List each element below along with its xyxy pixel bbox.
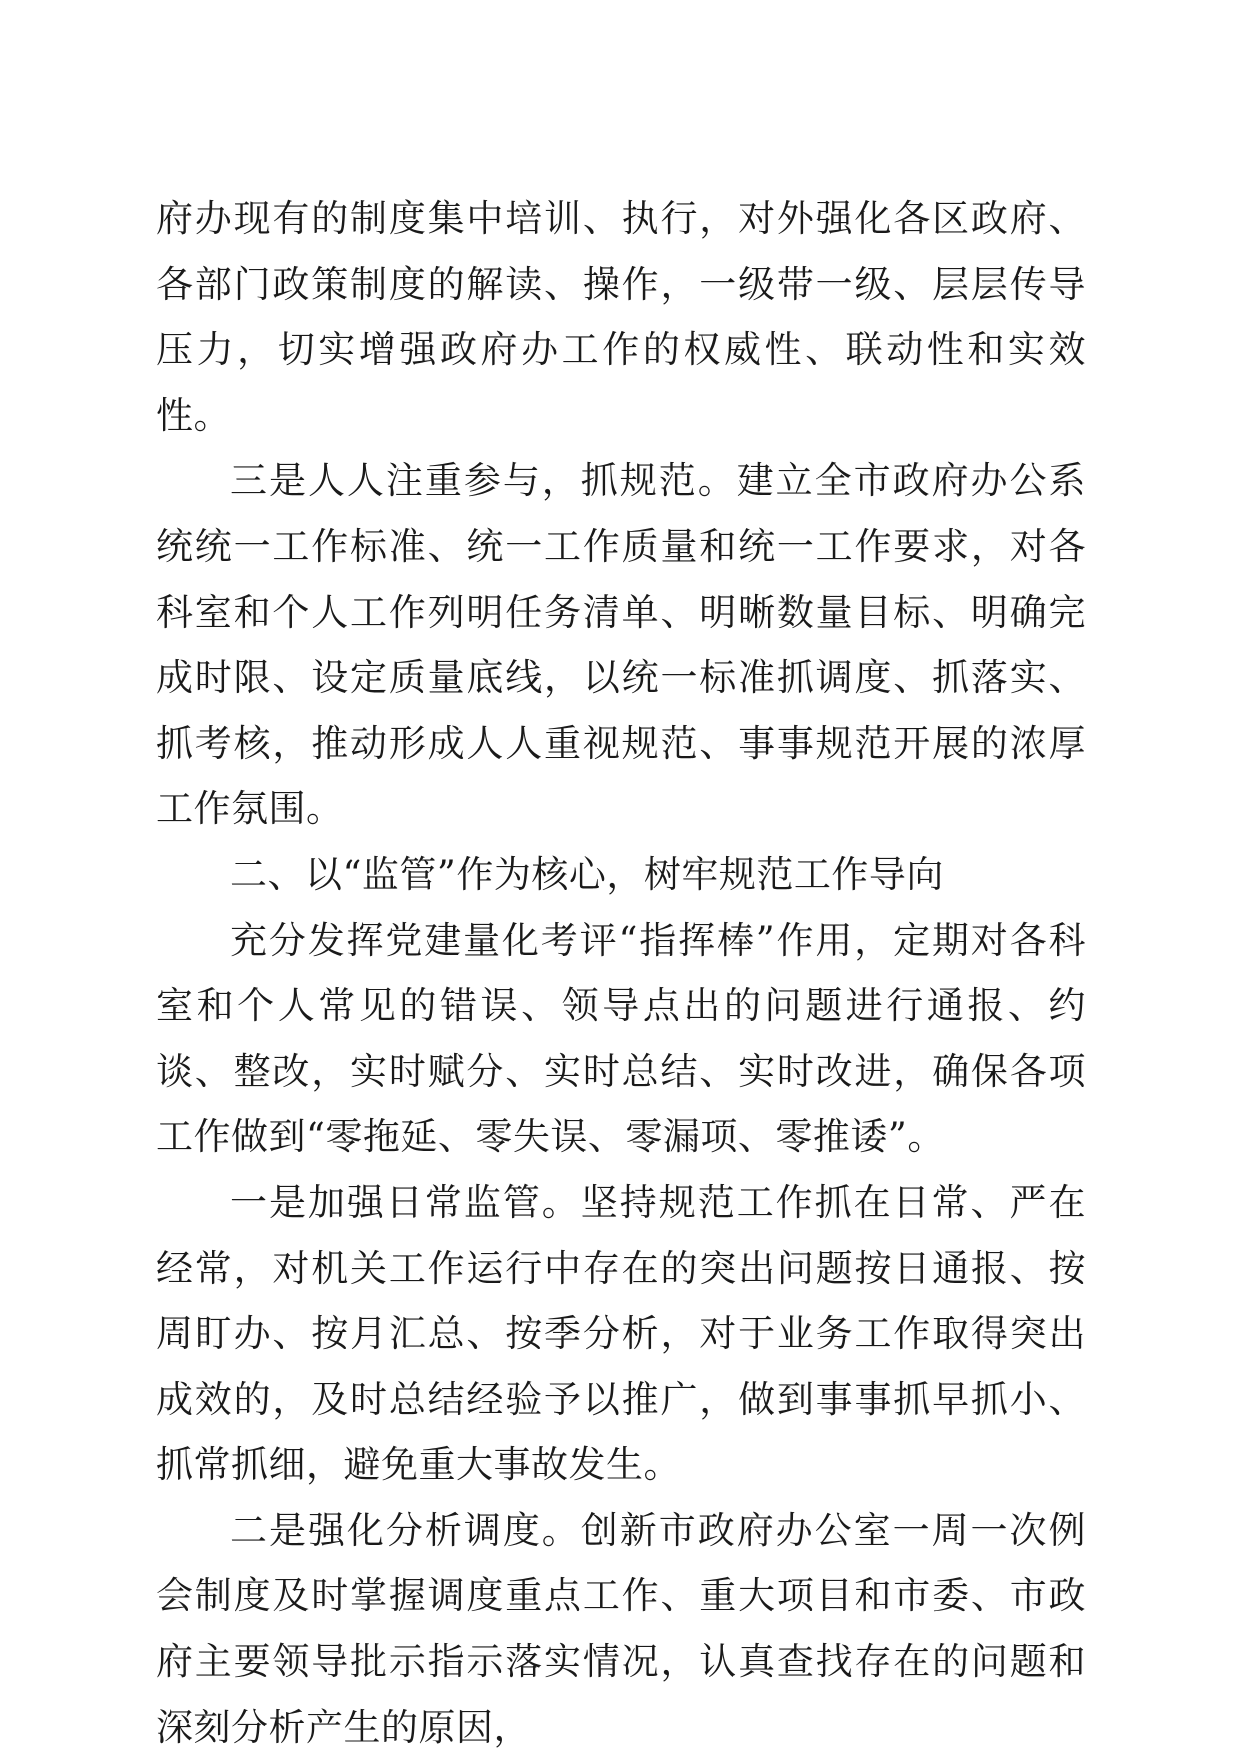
paragraph-point-three: 三是人人注重参与，抓规范。建立全市政府办公系统统一工作标准、统一工作质量和统一工作要求，对各科室和个人工作列明任务清单、明晰数量目标、明确完成时限、设定质量底线，以统一标准抓调度、抓落实、抓考核，推动形成人人重视规范、事事规范开展的浓厚工作氛围。 (156, 459, 1086, 831)
paragraph-section-intro: 充分发挥党建量化考评“指挥棒”作用，定期对各科室和个人常见的错误、领导点出的问题进行通报、约谈、整改，实时赋分、实时总结、实时改进，确保各项工作做到“零拖延、零失误、零漏项、零推诿”。 (156, 918, 1086, 1159)
paragraph-point-one: 一是加强日常监管。坚持规范工作抓在日常、严在经常，对机关工作运行中存在的突出问题按日通报、按周盯办、按月汇总、按季分析，对于业务工作取得突出成效的，及时总结经验予以推广，做到事事抓早抓小、抓常抓细，避免重大事故发生。 (156, 1180, 1086, 1487)
document-body (156, 186, 1086, 1760)
paragraph-continued: 府办现有的制度集中培训、执行，对外强化各区政府、各部门政策制度的解读、操作，一级带一级、层层传导压力，切实增强政府办工作的权威性、联动性和实效性。 (156, 197, 1086, 437)
paragraph-point-two: 二是强化分析调度。创新市政府办公室一周一次例会制度及时掌握调度重点工作、重大项目和市委、市政府主要领导批示指示落实情况，认真查找存在的问题和深刻分析产生的原因， (156, 1508, 1086, 1749)
section-heading-two: 二、以“监管”作为核心，树牢规范工作导向 (230, 852, 944, 896)
